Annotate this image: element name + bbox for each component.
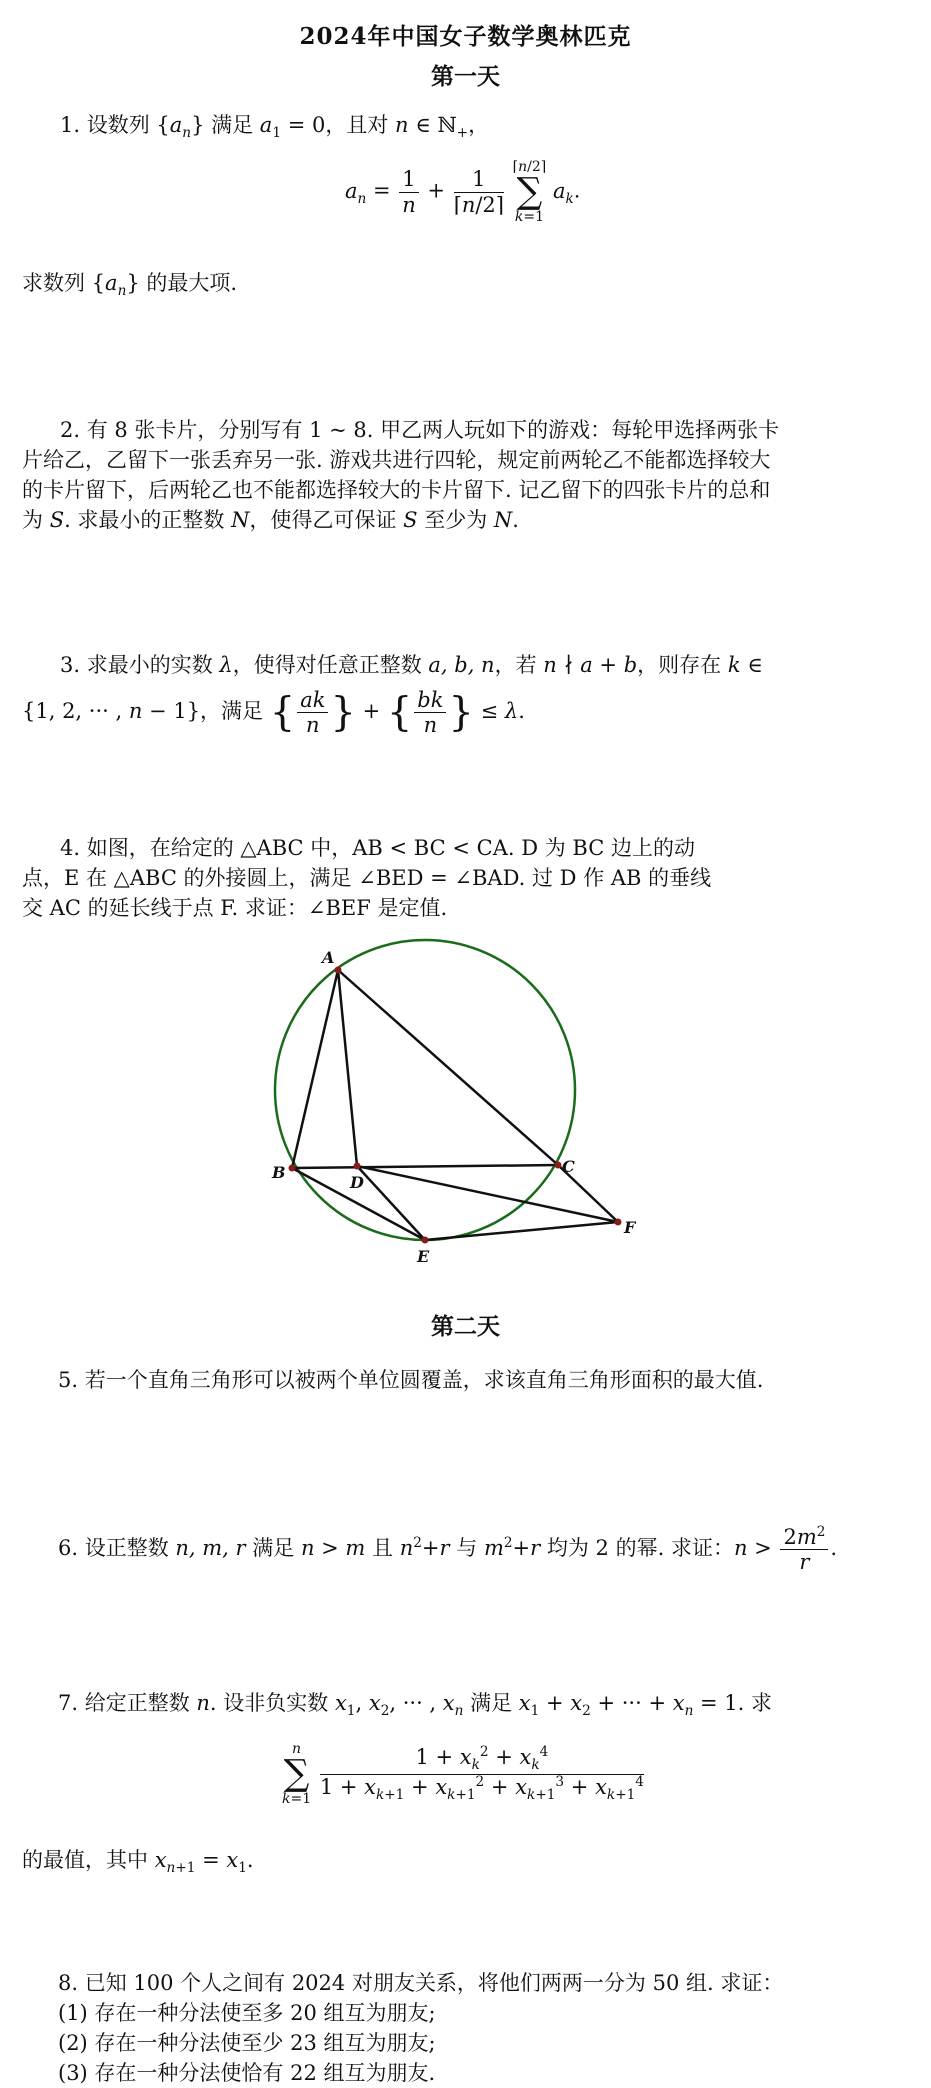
point-c [555,1162,562,1169]
problem-4-line-1: 4. 如图，在给定的 △ABC 中，AB < BC < CA. D 为 BC 边上的动 [60,836,695,860]
problem-5: 5. 若一个直角三角形可以被两个单位圆覆盖，求该直角三角形面积的最大值. [58,1368,764,1392]
label-f: F [624,1218,636,1237]
problem-4-line-2: 点，E 在 △ABC 的外接圆上，满足 ∠BED = ∠BAD. 过 D 作 AB 的垂线 [22,866,712,890]
label-b: B [272,1163,286,1182]
point-a [335,967,342,974]
segment-ac [338,970,558,1165]
problem-1-formula: $a_n$ = $\frac{1}{n}$ + $\frac{1}{⌈n/2⌉}$ ⌈n/2⌉ ∑ k=1 $a_k$. [345,159,581,225]
problem-6: 6. 设正整数 n, m, r 满足 n > m 且 $n^2+r$ 与 $m^2+r$ 均为 2 的幂. 求证：n > $\frac{2m^2}{r}$ . [58,1524,838,1575]
problem-7-line-2: 的最值，其中 $x_{n+1} = x_1$. [22,1848,254,1877]
problem-2-line-1: 2. 有 8 张卡片，分别写有 1 ~ 8. 甲乙两人玩如下的游戏：每轮甲选择两张卡 [60,418,780,442]
problem-8-part-2: (2) 存在一种分法使至少 23 组互为朋友; [58,2031,436,2055]
label-c: C [562,1157,575,1176]
problem-3-line-2: {1, 2, ··· , n − 1}，满足 { $\frac{ak}{n}$ } + { $\frac{bk}{n}$ } ≤ λ. [22,688,525,738]
label-d: D [350,1173,364,1192]
point-d [354,1163,361,1170]
segment-ab [292,970,338,1168]
problem-3-line-1: 3. 求最小的实数 λ，使得对任意正整数 a, b, n，若 n ∤ a + b，则存在 k ∈ [60,653,763,677]
segment-ef [425,1222,618,1240]
point-e [422,1237,429,1244]
segment-bc [292,1165,558,1168]
problem-2-line-4: 为 S. 求最小的正整数 N，使得乙可保证 S 至少为 N. [22,508,519,532]
problem-1-line-2: 求数列 $\{a_n\}$ 的最大项. [22,271,238,300]
problem-7-line-1: 7. 给定正整数 n. 设非负实数 $x_1$, $x_2$, ··· , $x_n$ 满足 $x_1 + x_2$ + ··· + $x_n = 1$. 求 [58,1691,773,1720]
day-one-heading: 第一天 [431,63,500,90]
problem-8-line-1: 8. 已知 100 个人之间有 2024 对朋友关系，将他们两两一分为 50 组. 求证： [58,1971,784,1995]
problem-1-line-1: 1. 设数列 $\{a_n\}$ 满足 $a_1 = 0$，且对 n ∈ ℕ$_+$， [60,113,490,142]
label-e: E [417,1247,430,1266]
segment-df [357,1166,618,1222]
problem-7-formula: n ∑ k=1 $\frac{1 + x_k^2 + x_k^4}{1 + x_{k+1} + x_{k+1}^2 + x_{k+1}^3 + x_{k+1}^4}$ [282,1741,644,1807]
segment-ad [338,970,357,1166]
problem-2-line-2: 片给乙，乙留下一张丢弃另一张. 游戏共进行四轮，规定前两轮乙不能都选择较大 [22,448,771,472]
label-a: A [322,948,335,967]
problem-4-line-3: 交 AC 的延长线于点 F. 求证：∠BEF 是定值. [22,896,448,920]
problem-8-part-1: (1) 存在一种分法使至多 20 组互为朋友; [58,2001,436,2025]
day-two-heading: 第二天 [431,1313,500,1340]
problem-8-part-3: (3) 存在一种分法使恰有 22 组互为朋友. [58,2061,436,2085]
point-f [615,1219,622,1226]
circumcircle [275,940,575,1240]
point-b [289,1165,296,1172]
paper-title: 2024年中国女子数学奥林匹克 [299,23,632,50]
problem-2-line-3: 的卡片留下，后两轮乙也不能都选择较大的卡片留下. 记乙留下的四张卡片的总和 [22,478,771,502]
